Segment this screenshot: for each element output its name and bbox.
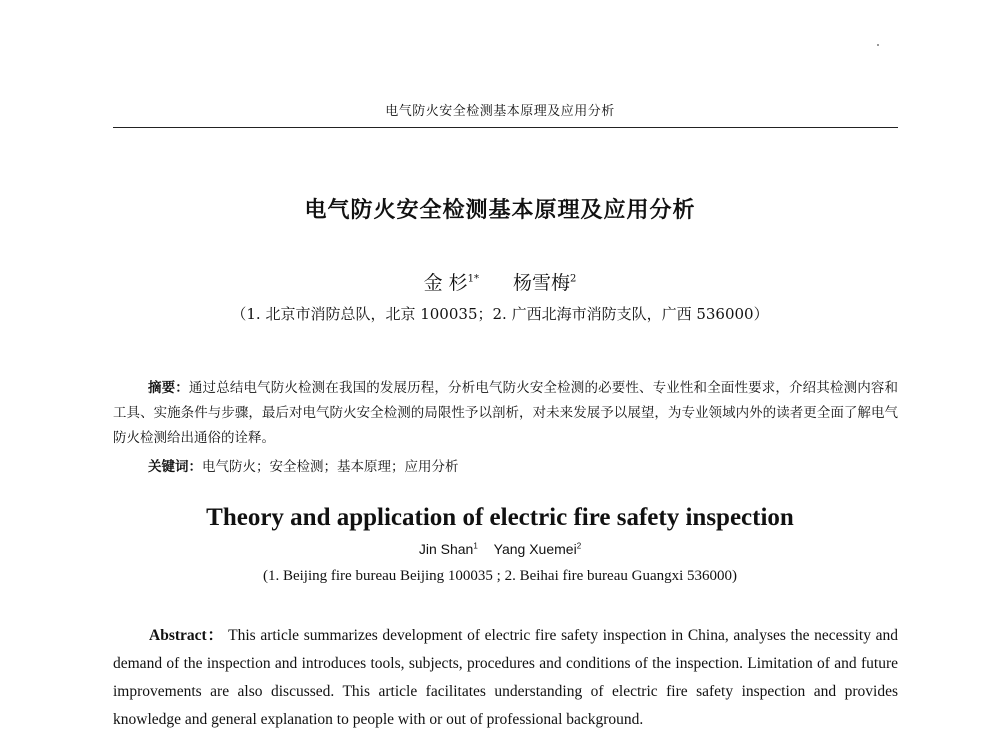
chinese-affiliation: （1. 北京市消防总队，北京 100035；2. 广西北海市消防支队，广西 536000） [231, 305, 769, 323]
chinese-abstract-text: 通过总结电气防火检测在我国的发展历程，分析电气防火安全检测的必要性、专业性和全面性要求，介绍其检测内容和工具、实施条件与步骤，最后对电气防火安全检测的局限性予以剖析，对未来发展予以展望，为专业领域内外的读者更全面了解电气防火检测给出通俗的诠释。 [113, 380, 899, 446]
author-name: 金 杉 [423, 272, 468, 294]
chinese-author [513, 272, 576, 294]
chinese-authors [0, 268, 1000, 295]
chinese-author [424, 272, 479, 294]
author-name: Jin Shan [418, 541, 474, 557]
author-superscript: 2 [570, 273, 577, 285]
english-abstract-text: This article summarizes development of electric fire safety inspection in China, analyses the necessity and demand of the inspection and introduces tools, subjects, procedures and conditions of the inspection. Limitation of and future improvements are also discussed. This article facilitates understanding of electric fire safety inspection and provides knowledge and general explanation to people with or out of professional background. [113, 627, 898, 728]
author-superscript: 1* [467, 273, 479, 285]
english-affiliation: (1. Beijing fire bureau Beijing 100035 ; 2. Beihai fire bureau Guangxi 536000) [262, 568, 738, 584]
author-superscript: 2 [576, 541, 582, 551]
english-abstract [113, 622, 898, 734]
header-rule [113, 127, 898, 128]
author-superscript: 1 [473, 541, 478, 551]
scan-speck [877, 44, 879, 46]
chinese-abstract-label: 摘要： [148, 380, 189, 396]
english-title: Theory and application of electric fire safety inspection [206, 504, 794, 531]
chinese-keywords-text: 电气防火；安全检测；基本原理；应用分析 [202, 459, 459, 475]
english-abstract-label: Abstract： [149, 627, 224, 644]
english-author [494, 541, 581, 557]
english-authors [0, 541, 1000, 557]
chinese-title: 电气防火安全检测基本原理及应用分析 [304, 198, 696, 223]
author-name: Yang Xuemei [493, 541, 577, 557]
chinese-keywords-label: 关键词： [148, 459, 202, 475]
english-author [419, 541, 478, 557]
chinese-keywords [148, 455, 459, 475]
author-name: 杨雪梅 [513, 272, 571, 294]
chinese-abstract [113, 376, 898, 451]
running-header: 电气防火安全检测基本原理及应用分析 [385, 104, 615, 119]
